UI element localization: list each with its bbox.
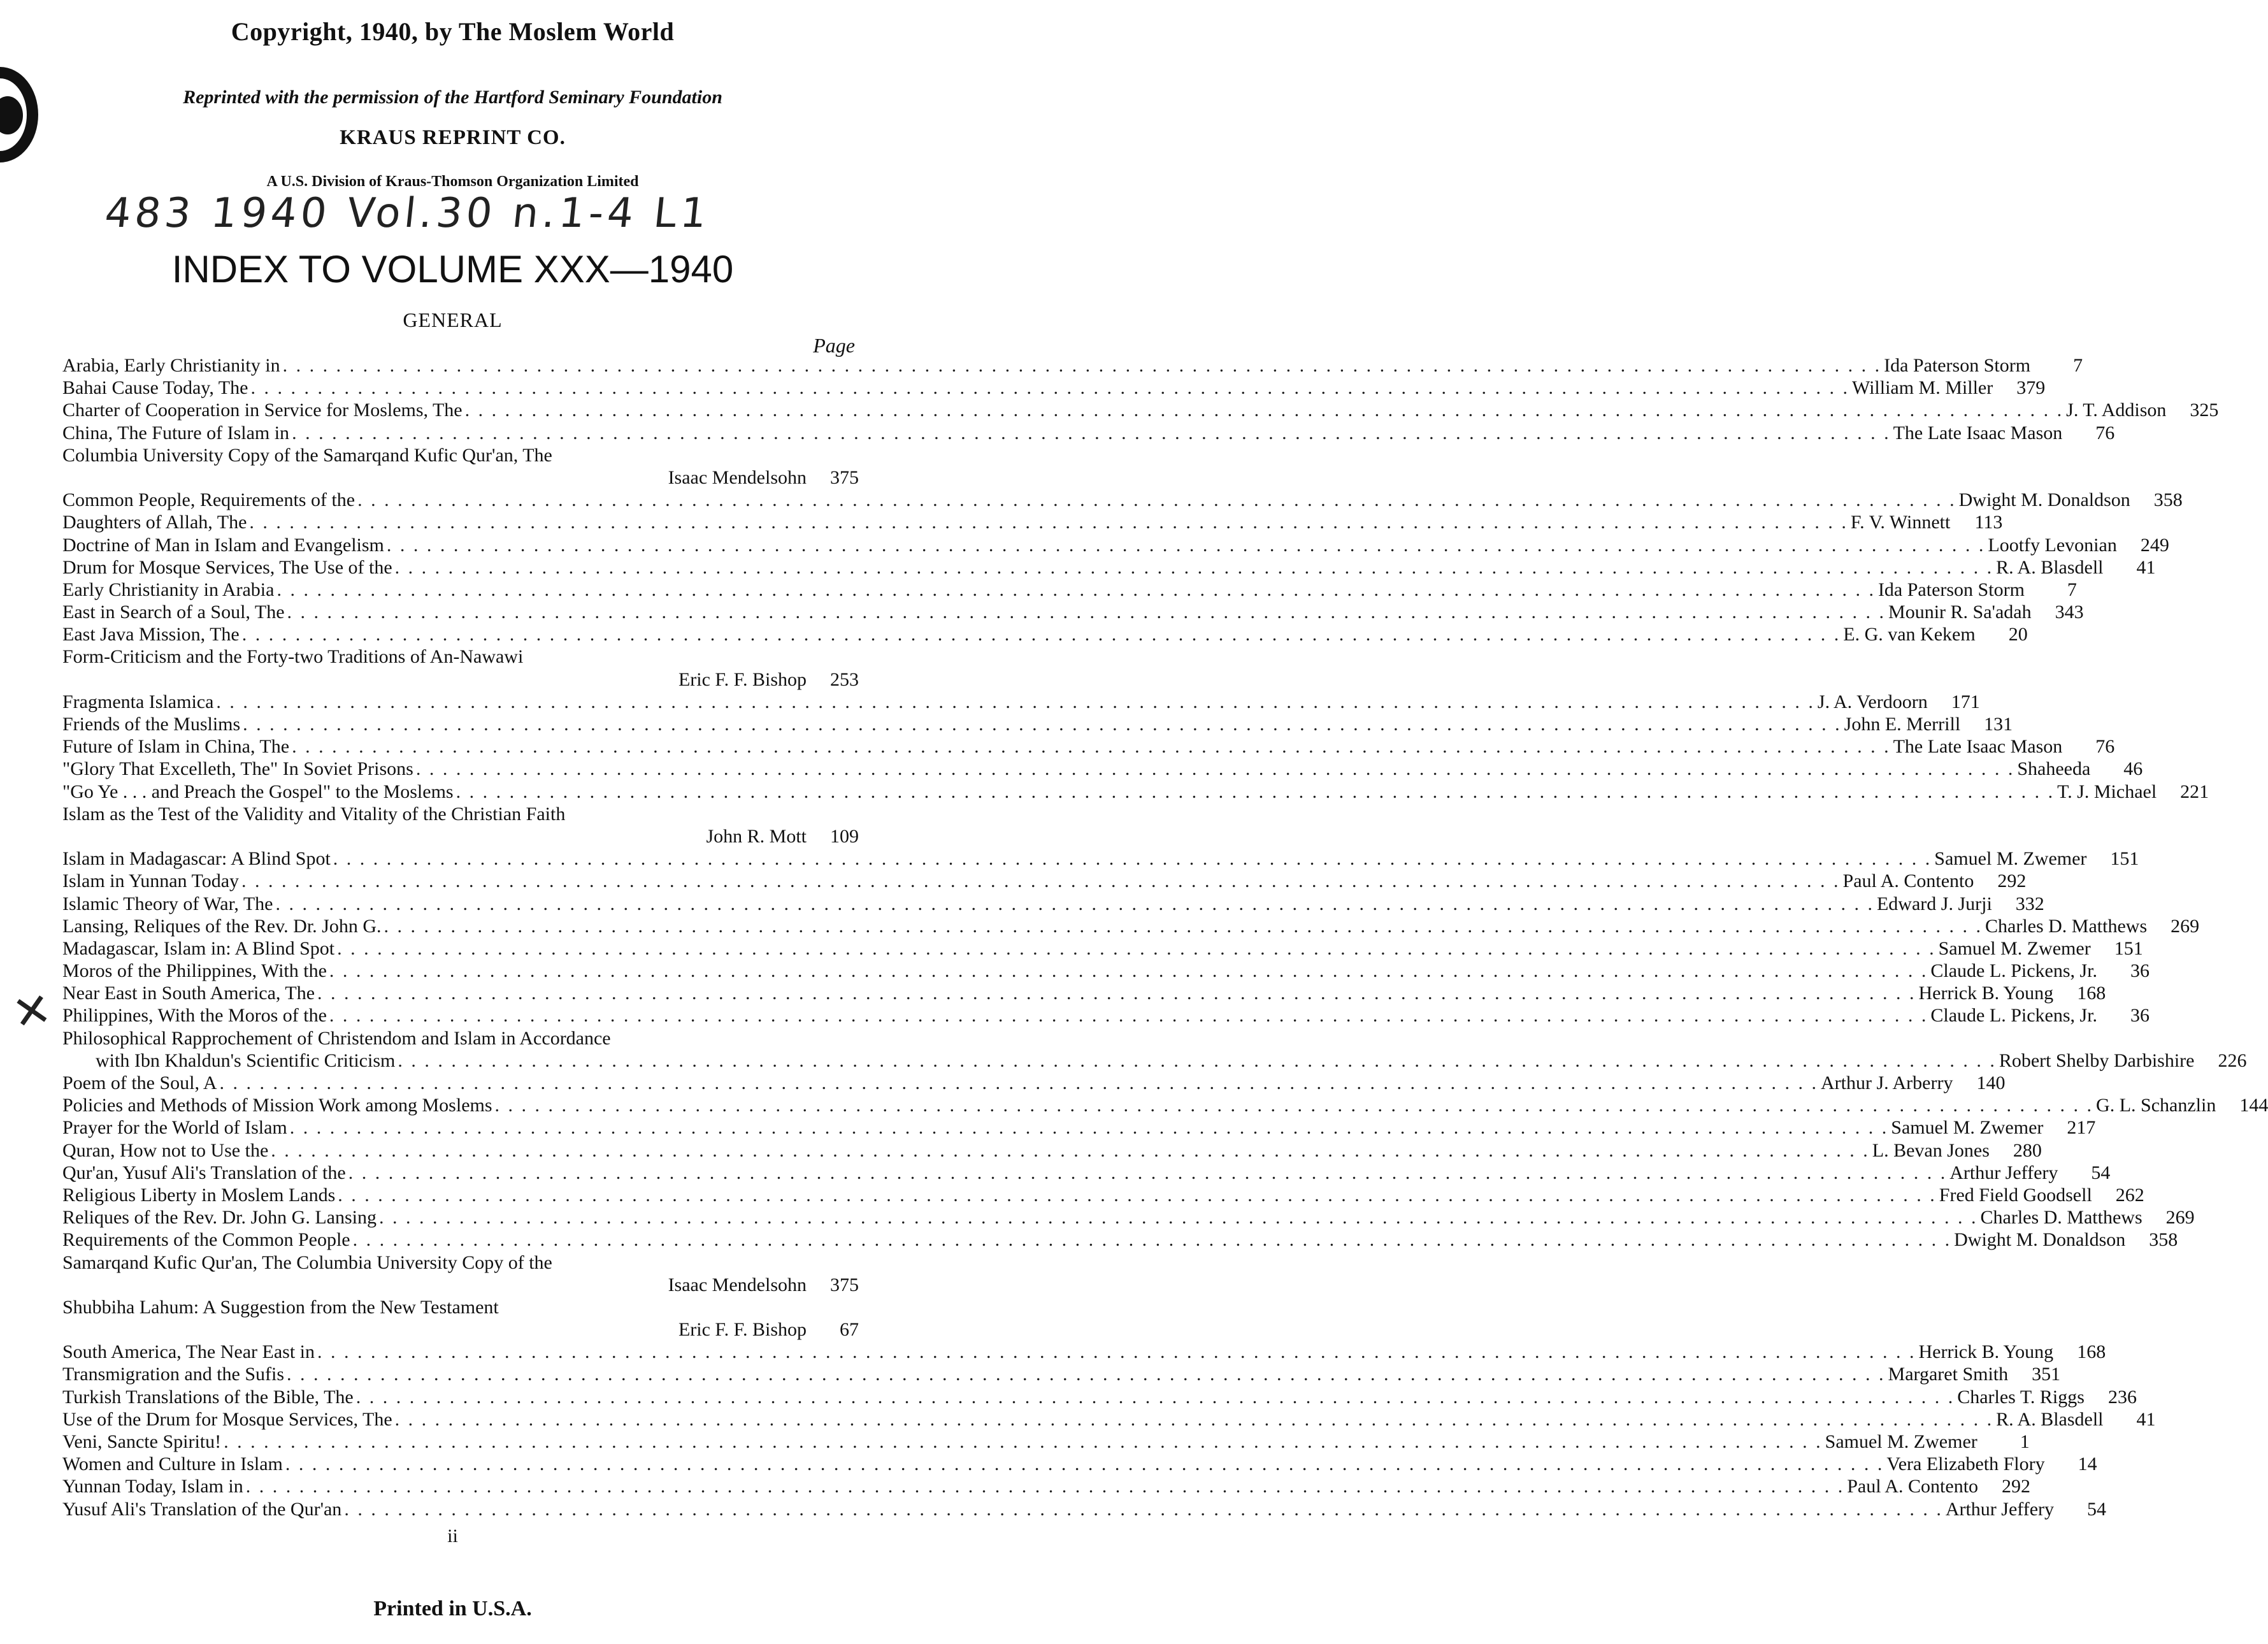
dot-leader: . . . . . . . . . . . . . . . . . . . . . . . . . . . . . . . . . . . . . . . . . . . . . . . . . . . . . . . . . . . . . . . . . . . . . . . . . . . . . . . . . . . . . . . . . . . . . . . . . . . . . . . . . . . . . . . . . . . . . . . . [394,556,1994,578]
entry-title: Islam as the Test of the Validity and Vitality of the Christian Faith [62,803,566,825]
index-entry [62,893,2044,915]
entry-author: J. T. Addison [2066,400,2167,421]
entry-page: 358 [2149,1229,2178,1251]
entry-title: Form-Criticism and the Forty-two Traditions of An-Nawawi [62,646,524,668]
entry-title: Future of Islam in China, The [62,736,290,758]
entry-title: Transmigration and the Sufis [62,1364,285,1385]
entry-title: Yunnan Today, Islam in [62,1476,243,1497]
index-entry [62,1453,2097,1475]
reprint-permission: Reprinted with the permission of the Hartford Seminary Foundation [183,87,722,108]
dot-leader: . . . . . . . . . . . . . . . . . . . . . . . . . . . . . . . . . . . . . . . . . . . . . . . . . . . . . . . . . . . . . . . . . . . . . . . . . . . . . . . . . . . . . . . . . . . . . . . . . . . . . . . . . . . . . . . . . . . . . . . . [282,355,1882,376]
entry-page: 7 [2073,355,2083,376]
index-entry [62,1184,2144,1206]
dot-leader: . . . . . . . . . . . . . . . . . . . . . . . . . . . . . . . . . . . . . . . . . . . . . . . . . . . . . . . . . . . . . . . . . . . . . . . . . . . . . . . . . . . . . . . . . . . . . . . . . . . . . . . . . . . . . . . . . . . . . . . . [250,377,1849,399]
entry-author: G. L. Schanzlin [2096,1095,2216,1116]
entry-page: 269 [2165,1207,2195,1229]
dot-leader: . . . . . . . . . . . . . . . . . . . . . . . . . . . . . . . . . . . . . . . . . . . . . . . . . . . . . . . . . . . . . . . . . . . . . . . . . . . . . . . . . . . . . . . . . . . . . . . . . . . . . . . . . . . . . . . . . . . . . . . . [219,1072,1819,1093]
dot-leader: . . . . . . . . . . . . . . . . . . . . . . . . . . . . . . . . . . . . . . . . . . . . . . . . . . . . . . . . . . . . . . . . . . . . . . . . . . . . . . . . . . . . . . . . . . . . . . . . . . . . . . . . . . . . . . . . . . . . . . . . [415,758,2015,780]
index-entry [62,781,2209,803]
index-entry [62,1363,2061,1385]
entry-title: Islam in Yunnan Today [62,870,240,892]
entry-author: Shaheeda [2017,758,2091,780]
page-column-heading: Page [813,334,855,357]
index-entry [62,915,2200,937]
entry-title: Bahai Cause Today, The [62,377,248,399]
entry-page: 375 [830,1274,859,1295]
entry-author: John R. Mott [706,825,807,847]
dot-leader: . . . . . . . . . . . . . . . . . . . . . . . . . . . . . . . . . . . . . . . . . . . . . . . . . . . . . . . . . . . . . . . . . . . . . . . . . . . . . . . . . . . . . . . . . . . . . . . . . . . . . . . . . . . . . . . . . . . . . . . . [243,714,1842,735]
entry-page: 41 [2136,1408,2156,1430]
entry-author: Herrick B. Young [1918,983,2054,1004]
entry-author: Paul A. Contento [1842,870,1974,892]
section-heading: GENERAL [403,308,503,331]
entry-page: 151 [2114,937,2143,959]
entry-page: 226 [2218,1049,2247,1071]
entry-title: Fragmenta Islamica [62,691,214,712]
publisher-name: KRAUS REPRINT CO. [340,126,566,149]
page-number: ii [447,1525,458,1547]
index-entry [62,735,2115,758]
entry-author: Ida Paterson Storm [1877,579,2025,600]
entry-page: 351 [2032,1364,2061,1385]
entry-title: Drum for Mosque Services, The Use of the [62,556,392,578]
dot-leader: . . . . . . . . . . . . . . . . . . . . . . . . . . . . . . . . . . . . . . . . . . . . . . . . . . . . . . . . . . . . . . . . . . . . . . . . . . . . . . . . . . . . . . . . . . . . . . . . . . . . . . . . . . . . . . . . . . . . . . . . [249,512,1848,533]
index-entry [62,1251,859,1274]
entry-title: Shubbiha Lahum: A Suggestion from the New Testament [62,1296,499,1318]
entry-author: F. V. Winnett [1850,512,1951,533]
index-entry [62,601,2084,623]
entry-page: 379 [2016,377,2046,399]
entry-author: Samuel M. Zwemer [1825,1431,1977,1452]
index-entry [62,1498,2107,1520]
entry-page: 325 [2190,400,2219,421]
dot-leader: . . . . . . . . . . . . . . . . . . . . . . . . . . . . . . . . . . . . . . . . . . . . . . . . . . . . . . . . . . . . . . . . . . . . . . . . . . . . . . . . . . . . . . . . . . . . . . . . . . . . . . . . . . . . . . . . . . . . . . . . [456,781,2055,802]
index-entry [62,511,2003,533]
index-entry [62,1027,859,1049]
index-entry [62,534,2169,556]
entry-title: Arabia, Early Christianity in [62,355,280,376]
entry-page: 292 [2002,1476,2031,1497]
entry-title: with Ibn Khaldun's Scientific Criticism [96,1049,396,1071]
entry-author: Mounir R. Sa'adah [1888,602,2032,623]
entry-author: Robert Shelby Darbishire [1999,1049,2195,1071]
index-entry-list [62,354,2268,1520]
dot-leader: . . . . . . . . . . . . . . . . . . . . . . . . . . . . . . . . . . . . . . . . . . . . . . . . . . . . . . . . . . . . . . . . . . . . . . . . . . . . . . . . . . . . . . . . . . . . . . . . . . . . . . . . . . . . . . . . . . . . . . . . [337,937,1936,959]
entry-author: Lootfy Levonian [1988,534,2117,556]
entry-title: Near East in South America, The [62,983,315,1004]
entry-page: 46 [2123,758,2143,780]
entry-title: Policies and Methods of Mission Work among Moslems [62,1095,492,1116]
entry-title: Moros of the Philippines, With the [62,960,327,982]
dot-leader: . . . . . . . . . . . . . . . . . . . . . . . . . . . . . . . . . . . . . . . . . . . . . . . . . . . . . . . . . . . . . . . . . . . . . . . . . . . . . . . . . . . . . . . . . . . . . . . . . . . . . . . . . . . . . . . . . . . . . . . . [271,1139,1870,1161]
entry-author: John E. Merrill [1844,714,1961,735]
entry-page: 67 [840,1319,859,1341]
publisher-division: A U.S. Division of Kraus-Thomson Organization Limited [266,173,639,190]
entry-author: Claude L. Pickens, Jr. [1930,1005,2098,1027]
index-entry [62,1049,2247,1072]
index-entry [62,960,2150,982]
index-entry [62,1072,2006,1094]
entry-page: 131 [1984,714,2013,735]
entry-title: Islamic Theory of War, The [62,893,273,914]
index-entry [62,1408,2156,1431]
index-entry [62,758,2143,780]
entry-title: Madagascar, Islam in: A Blind Spot [62,937,335,959]
entry-author: E. G. van Kekem [1843,624,1976,645]
dot-leader: . . . . . . . . . . . . . . . . . . . . . . . . . . . . . . . . . . . . . . . . . . . . . . . . . . . . . . . . . . . . . . . . . . . . . . . . . . . . . . . . . . . . . . . . . . . . . . . . . . . . . . . . . . . . . . . . . . . . . . . . [329,960,1928,982]
entry-author: Herrick B. Young [1918,1341,2054,1363]
index-entry [62,1296,859,1318]
entry-title: Philippines, With the Moros of the [62,1005,327,1027]
entry-page: 1 [2020,1431,2030,1452]
entry-title: Religious Liberty in Moslem Lands [62,1184,336,1206]
entry-page: 358 [2153,489,2183,511]
entry-title: Philosophical Rapprochement of Christendom and Islam in Accordance [62,1027,611,1049]
entry-page: 54 [2091,1162,2111,1183]
dot-leader: . . . . . . . . . . . . . . . . . . . . . . . . . . . . . . . . . . . . . . . . . . . . . . . . . . . . . . . . . . . . . . . . . . . . . . . . . . . . . . . . . . . . . . . . . . . . . . . . . . . . . . . . . . . . . . . . . . . . . . . . [357,489,1956,511]
dot-leader: . . . . . . . . . . . . . . . . . . . . . . . . . . . . . . . . . . . . . . . . . . . . . . . . . . . . . . . . . . . . . . . . . . . . . . . . . . . . . . . . . . . . . . . . . . . . . . . . . . . . . . . . . . . . . . . . . . . . . . . . [292,736,1891,758]
entry-page: 332 [2015,893,2044,914]
entry-title: Early Christianity in Arabia [62,579,275,600]
index-entry [62,1318,859,1341]
dot-leader: . . . . . . . . . . . . . . . . . . . . . . . . . . . . . . . . . . . . . . . . . . . . . . . . . . . . . . . . . . . . . . . . . . . . . . . . . . . . . . . . . . . . . . . . . . . . . . . . . . . . . . . . . . . . . . . . . . . . . . . . [292,422,1891,443]
entry-title: Poem of the Soul, A [62,1072,217,1093]
entry-author: Arthur J. Arberry [1821,1072,1953,1093]
entry-title: Doctrine of Man in Islam and Evangelism [62,534,384,556]
entry-page: 7 [2067,579,2077,600]
dot-leader: . . . . . . . . . . . . . . . . . . . . . . . . . . . . . . . . . . . . . . . . . . . . . . . . . . . . . . . . . . . . . . . . . . . . . . . . . . . . . . . . . . . . . . . . . . . . . . . . . . . . . . . . . . . . . . . . . . . . . . . . [329,1005,1928,1027]
dot-leader: . . . . . . . . . . . . . . . . . . . . . . . . . . . . . . . . . . . . . . . . . . . . . . . . . . . . . . . . . . . . . . . . . . . . . . . . . . . . . . . . . . . . . . . . . . . . . . . . . . . . . . . . . . . . . . . . . . . . . . . . [494,1095,2094,1116]
entry-author: Samuel M. Zwemer [1891,1117,2044,1139]
page-title: INDEX TO VOLUME XXX—1940 [171,248,734,291]
index-entry [62,1341,2106,1363]
entry-author: Claude L. Pickens, Jr. [1930,960,2098,982]
index-entry [62,1431,2030,1453]
index-entry [62,668,859,691]
index-entry [62,1274,859,1296]
entry-author: William M. Miller [1851,377,1993,399]
index-entry [62,937,2143,960]
entry-author: J. A. Verdoorn [1817,691,1928,712]
entry-title: Charter of Cooperation in Service for Moslems, The [62,400,463,421]
entry-page: 76 [2095,736,2115,758]
entry-title: Friends of the Muslims [62,714,241,735]
index-entry [62,645,859,668]
index-entry [62,1004,2150,1027]
index-entry [62,466,859,489]
index-entry [62,444,859,466]
dot-leader: . . . . . . . . . . . . . . . . . . . . . . . . . . . . . . . . . . . . . . . . . . . . . . . . . . . . . . . . . . . . . . . . . . . . . . . . . . . . . . . . . . . . . . . . . . . . . . . . . . . . . . . . . . . . . . . . . . . . . . . . [394,1408,1994,1430]
entry-page: 14 [2078,1453,2097,1475]
dot-leader: . . . . . . . . . . . . . . . . . . . . . . . . . . . . . . . . . . . . . . . . . . . . . . . . . . . . . . . . . . . . . . . . . . . . . . . . . . . . . . . . . . . . . . . . . . . . . . . . . . . . . . . . . . . . . . . . . . . . . . . . [338,1184,1937,1206]
entry-title: Quran, How not to Use the [62,1139,269,1161]
entry-author: Arthur Jeffery [1945,1498,2055,1520]
entry-page: 280 [2013,1139,2042,1161]
entry-page: 36 [2130,960,2150,982]
index-entry [62,1094,2268,1116]
entry-author: R. A. Blasdell [1996,556,2104,578]
index-entry [62,377,2046,399]
index-entry [62,982,2106,1004]
dot-leader: . . . . . . . . . . . . . . . . . . . . . . . . . . . . . . . . . . . . . . . . . . . . . . . . . . . . . . . . . . . . . . . . . . . . . . . . . . . . . . . . . . . . . . . . . . . . . . . . . . . . . . . . . . . . . . . . . . . . . . . . [241,870,1841,892]
dot-leader: . . . . . . . . . . . . . . . . . . . . . . . . . . . . . . . . . . . . . . . . . . . . . . . . . . . . . . . . . . . . . . . . . . . . . . . . . . . . . . . . . . . . . . . . . . . . . . . . . . . . . . . . . . . . . . . . . . . . . . . . [352,1229,1952,1251]
entry-title: South America, The Near East in [62,1341,315,1363]
entry-title: Women and Culture in Islam [62,1453,283,1475]
entry-author: Edward J. Jurji [1876,893,1992,914]
index-entry [62,825,859,847]
dot-leader: . . . . . . . . . . . . . . . . . . . . . . . . . . . . . . . . . . . . . . . . . . . . . . . . . . . . . . . . . . . . . . . . . . . . . . . . . . . . . . . . . . . . . . . . . . . . . . . . . . . . . . . . . . . . . . . . . . . . . . . . [348,1162,1948,1183]
entry-title: Reliques of the Rev. Dr. John G. Lansing [62,1207,377,1229]
dot-leader: . . . . . . . . . . . . . . . . . . . . . . . . . . . . . . . . . . . . . . . . . . . . . . . . . . . . . . . . . . . . . . . . . . . . . . . . . . . . . . . . . . . . . . . . . . . . . . . . . . . . . . . . . . . . . . . . . . . . . . . . [245,1476,1845,1497]
index-entry [62,803,859,825]
dot-leader: . . . . . . . . . . . . . . . . . . . . . . . . . . . . . . . . . . . . . . . . . . . . . . . . . . . . . . . . . . . . . . . . . . . . . . . . . . . . . . . . . . . . . . . . . . . . . . . . . . . . . . . . . . . . . . . . . . . . . . . . [344,1498,1943,1520]
entry-page: 262 [2115,1184,2144,1206]
index-entry [62,556,2156,579]
entry-author: Samuel M. Zwemer [1938,937,2091,959]
entry-page: 249 [2140,534,2169,556]
entry-title: Columbia University Copy of the Samarqand Kufic Qur'an, The [62,444,552,466]
index-entry [62,399,2219,421]
entry-author: T. J. Michael [2057,781,2157,802]
index-entry [62,422,2115,444]
entry-author: L. Bevan Jones [1872,1139,1990,1161]
entry-page: 375 [830,466,859,488]
entry-title: Turkish Translations of the Bible, The [62,1386,354,1408]
dot-leader: . . . . . . . . . . . . . . . . . . . . . . . . . . . . . . . . . . . . . . . . . . . . . . . . . . . . . . . . . . . . . . . . . . . . . . . . . . . . . . . . . . . . . . . . . . . . . . . . . . . . . . . . . . . . . . . . . . . . . . . . [333,848,1932,870]
index-entry [62,1116,2096,1139]
entry-author: R. A. Blasdell [1996,1408,2104,1430]
entry-author: Dwight M. Donaldson [1954,1229,2126,1251]
entry-title: "Glory That Excelleth, The" In Soviet Prisons [62,758,413,780]
dot-leader: . . . . . . . . . . . . . . . . . . . . . . . . . . . . . . . . . . . . . . . . . . . . . . . . . . . . . . . . . . . . . . . . . . . . . . . . . . . . . . . . . . . . . . . . . . . . . . . . . . . . . . . . . . . . . . . . . . . . . . . . [384,915,1983,937]
entry-author: Paul A. Contento [1847,1476,1979,1497]
dot-leader: . . . . . . . . . . . . . . . . . . . . . . . . . . . . . . . . . . . . . . . . . . . . . . . . . . . . . . . . . . . . . . . . . . . . . . . . . . . . . . . . . . . . . . . . . . . . . . . . . . . . . . . . . . . . . . . . . . . . . . . . [287,602,1886,623]
entry-title: Lansing, Reliques of the Rev. Dr. John G. [62,915,382,937]
entry-page: 343 [2055,602,2084,623]
entry-author: The Late Isaac Mason [1893,422,2063,443]
index-entry [62,713,2013,735]
entry-page: 168 [2077,1341,2106,1363]
index-entry [62,847,2139,870]
dot-leader: . . . . . . . . . . . . . . . . . . . . . . . . . . . . . . . . . . . . . . . . . . . . . . . . . . . . . . . . . . . . . . . . . . . . . . . . . . . . . . . . . . . . . . . . . . . . . . . . . . . . . . . . . . . . . . . . . . . . . . . . [241,624,1841,645]
entry-page: 217 [2067,1117,2096,1139]
entry-page: 236 [2107,1386,2137,1408]
entry-page: 269 [2171,915,2200,937]
entry-author: Isaac Mendelsohn [668,1274,807,1295]
entry-page: 20 [2008,624,2028,645]
entry-author: Ida Paterson Storm [1884,355,2031,376]
margin-pencil-mark: ✕ [8,981,56,1041]
entry-title: Samarqand Kufic Qur'an, The Columbia University Copy of the [62,1251,552,1273]
entry-page: 171 [1951,691,1980,712]
index-entry [62,623,2028,645]
entry-page: 292 [1997,870,2027,892]
dot-leader: . . . . . . . . . . . . . . . . . . . . . . . . . . . . . . . . . . . . . . . . . . . . . . . . . . . . . . . . . . . . . . . . . . . . . . . . . . . . . . . . . . . . . . . . . . . . . . . . . . . . . . . . . . . . . . . . . . . . . . . . [287,1364,1886,1385]
entry-page: 76 [2095,422,2115,443]
entry-author: Samuel M. Zwemer [1934,848,2087,870]
entry-title: Qur'an, Yusuf Ali's Translation of the [62,1162,346,1183]
entry-author: Charles D. Matthews [1985,915,2148,937]
entry-page: 144 [2239,1095,2268,1116]
entry-title: East Java Mission, The [62,624,240,645]
index-entry [62,1475,2031,1497]
index-entry [62,354,2083,377]
index-entry [62,1139,2042,1162]
entry-author: Charles D. Matthews [1980,1207,2142,1229]
entry-author: Margaret Smith [1888,1364,2009,1385]
entry-author: Eric F. F. Bishop [678,1319,807,1341]
printed-in-line: Printed in U.S.A. [373,1597,532,1620]
dot-leader: . . . . . . . . . . . . . . . . . . . . . . . . . . . . . . . . . . . . . . . . . . . . . . . . . . . . . . . . . . . . . . . . . . . . . . . . . . . . . . . . . . . . . . . . . . . . . . . . . . . . . . . . . . . . . . . . . . . . . . . . [386,534,1986,556]
entry-title: Daughters of Allah, The [62,512,247,533]
entry-title: East in Search of a Soul, The [62,602,285,623]
entry-author: Eric F. F. Bishop [678,668,807,690]
entry-title: Yusuf Ali's Translation of the Qur'an [62,1498,342,1520]
dot-leader: . . . . . . . . . . . . . . . . . . . . . . . . . . . . . . . . . . . . . . . . . . . . . . . . . . . . . . . . . . . . . . . . . . . . . . . . . . . . . . . . . . . . . . . . . . . . . . . . . . . . . . . . . . . . . . . . . . . . . . . . [355,1386,1955,1408]
dot-leader: . . . . . . . . . . . . . . . . . . . . . . . . . . . . . . . . . . . . . . . . . . . . . . . . . . . . . . . . . . . . . . . . . . . . . . . . . . . . . . . . . . . . . . . . . . . . . . . . . . . . . . . . . . . . . . . . . . . . . . . . [398,1049,1997,1071]
entry-author: Vera Elizabeth Flory [1886,1453,2045,1475]
entry-page: 253 [830,668,859,690]
entry-title: Veni, Sancte Spiritu! [62,1431,222,1452]
entry-title: "Go Ye . . . and Preach the Gospel" to the Moslems [62,781,454,802]
entry-author: The Late Isaac Mason [1893,736,2063,758]
entry-page: 221 [2180,781,2209,802]
entry-title: Islam in Madagascar: A Blind Spot [62,848,331,870]
entry-author: Fred Field Goodsell [1939,1184,2092,1206]
dot-leader: . . . . . . . . . . . . . . . . . . . . . . . . . . . . . . . . . . . . . . . . . . . . . . . . . . . . . . . . . . . . . . . . . . . . . . . . . . . . . . . . . . . . . . . . . . . . . . . . . . . . . . . . . . . . . . . . . . . . . . . . [464,400,2064,421]
index-entry [62,489,2183,511]
entry-title: Use of the Drum for Mosque Services, The [62,1408,392,1430]
entry-title: Prayer for the World of Islam [62,1117,287,1139]
entry-author: Dwight M. Donaldson [1958,489,2130,511]
entry-title: Requirements of the Common People [62,1229,350,1251]
entry-page: 168 [2077,983,2106,1004]
handwritten-call-number: 483 1940 Vol.30 n.1-4 L1 [103,190,713,237]
entry-author: Isaac Mendelsohn [668,466,807,488]
entry-page: 109 [830,825,859,847]
entry-page: 151 [2110,848,2139,870]
index-entry [62,579,2077,601]
entry-page: 36 [2130,1005,2150,1027]
dot-leader: . . . . . . . . . . . . . . . . . . . . . . . . . . . . . . . . . . . . . . . . . . . . . . . . . . . . . . . . . . . . . . . . . . . . . . . . . . . . . . . . . . . . . . . . . . . . . . . . . . . . . . . . . . . . . . . . . . . . . . . . [276,579,1876,600]
index-entry [62,870,2027,892]
entry-author: Charles T. Riggs [1957,1386,2085,1408]
entry-page: 41 [2136,556,2156,578]
dot-leader: . . . . . . . . . . . . . . . . . . . . . . . . . . . . . . . . . . . . . . . . . . . . . . . . . . . . . . . . . . . . . . . . . . . . . . . . . . . . . . . . . . . . . . . . . . . . . . . . . . . . . . . . . . . . . . . . . . . . . . . . [285,1453,1884,1475]
index-entry [62,1386,2137,1408]
index-entry [62,1206,2195,1229]
entry-page: 113 [1974,512,2003,533]
entry-page: 140 [1976,1072,2006,1093]
dot-leader: . . . . . . . . . . . . . . . . . . . . . . . . . . . . . . . . . . . . . . . . . . . . . . . . . . . . . . . . . . . . . . . . . . . . . . . . . . . . . . . . . . . . . . . . . . . . . . . . . . . . . . . . . . . . . . . . . . . . . . . . [275,893,1874,914]
copyright-line: Copyright, 1940, by The Moslem World [231,17,675,46]
entry-page: 54 [2087,1498,2107,1520]
dot-leader: . . . . . . . . . . . . . . . . . . . . . . . . . . . . . . . . . . . . . . . . . . . . . . . . . . . . . . . . . . . . . . . . . . . . . . . . . . . . . . . . . . . . . . . . . . . . . . . . . . . . . . . . . . . . . . . . . . . . . . . . [224,1431,1823,1452]
dot-leader: . . . . . . . . . . . . . . . . . . . . . . . . . . . . . . . . . . . . . . . . . . . . . . . . . . . . . . . . . . . . . . . . . . . . . . . . . . . . . . . . . . . . . . . . . . . . . . . . . . . . . . . . . . . . . . . . . . . . . . . . [216,691,1815,712]
index-entry [62,691,1980,713]
dot-leader: . . . . . . . . . . . . . . . . . . . . . . . . . . . . . . . . . . . . . . . . . . . . . . . . . . . . . . . . . . . . . . . . . . . . . . . . . . . . . . . . . . . . . . . . . . . . . . . . . . . . . . . . . . . . . . . . . . . . . . . . [317,1341,1916,1363]
dot-leader: . . . . . . . . . . . . . . . . . . . . . . . . . . . . . . . . . . . . . . . . . . . . . . . . . . . . . . . . . . . . . . . . . . . . . . . . . . . . . . . . . . . . . . . . . . . . . . . . . . . . . . . . . . . . . . . . . . . . . . . . [317,983,1916,1004]
index-entry [62,1229,2178,1251]
entry-author: Arthur Jeffery [1949,1162,2058,1183]
entry-title: China, The Future of Islam in [62,422,290,443]
dot-leader: . . . . . . . . . . . . . . . . . . . . . . . . . . . . . . . . . . . . . . . . . . . . . . . . . . . . . . . . . . . . . . . . . . . . . . . . . . . . . . . . . . . . . . . . . . . . . . . . . . . . . . . . . . . . . . . . . . . . . . . . [289,1117,1889,1139]
dot-leader: . . . . . . . . . . . . . . . . . . . . . . . . . . . . . . . . . . . . . . . . . . . . . . . . . . . . . . . . . . . . . . . . . . . . . . . . . . . . . . . . . . . . . . . . . . . . . . . . . . . . . . . . . . . . . . . . . . . . . . . . [379,1207,1978,1229]
index-entry [62,1162,2111,1184]
entry-title: Common People, Requirements of the [62,489,355,511]
